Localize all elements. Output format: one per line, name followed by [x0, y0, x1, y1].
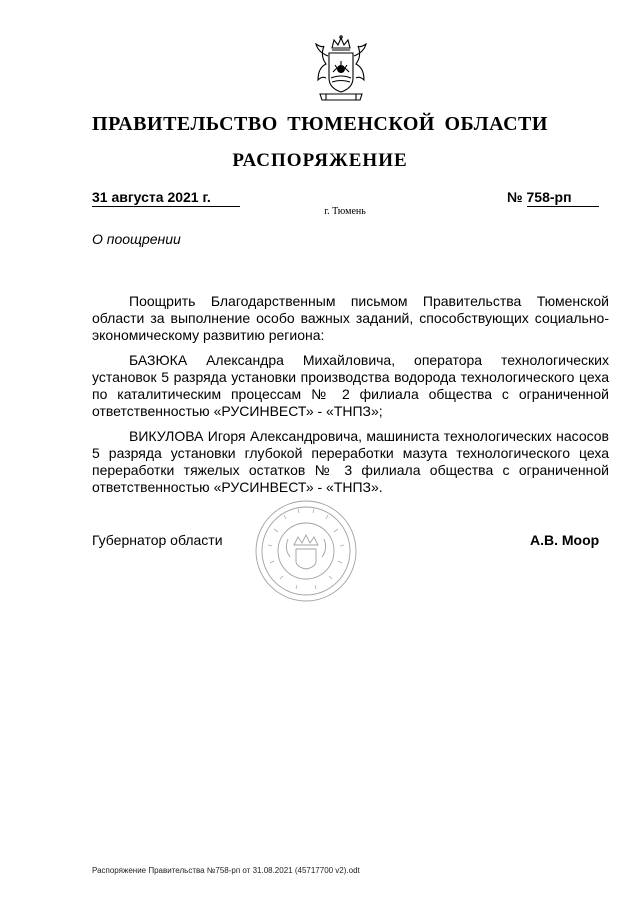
document-body	[92, 293, 609, 504]
coat-of-arms-icon	[304, 34, 378, 108]
document-city: г. Тюмень	[324, 206, 366, 217]
official-seal-icon	[254, 499, 358, 603]
body-paragraph-1: Поощрить Благодарственным письмом Правительства Тюменской области за выполнение особо важных заданий, способствующих социально-экономическому развитию региона:	[92, 293, 609, 343]
body-paragraph-2: БАЗЮКА Александра Михайловича, оператора технологических установок 5 разряда установки производства водорода технологического цеха по каталитическим процессам № 2 филиала общества с ограниченной ответственностью «РУСИНВЕСТ» - «ТНПЗ»;	[92, 352, 609, 419]
document-type: РАСПОРЯЖЕНИЕ	[232, 150, 408, 171]
body-paragraph-3: ВИКУЛОВА Игоря Александровича, машиниста технологических насосов 5 разряда установки глубокой переработки мазута технологического цеха переработки тяжелых остатков № 3 филиала общества с ограниченной ответственностью «РУСИНВЕСТ» - «ТНПЗ».	[92, 428, 609, 495]
document-number	[507, 189, 603, 207]
document-date: 31 августа 2021 г.	[92, 189, 240, 207]
government-title: ПРАВИТЕЛЬСТВО ТЮМЕНСКОЙ ОБЛАСТИ	[92, 113, 548, 135]
number-value: 758-рп	[527, 189, 599, 207]
signatory-name: А.В. Моор	[530, 532, 600, 548]
document-subject: О поощрении	[92, 231, 181, 247]
document-footer: Распоряжение Правительства №758-рп от 31.08.2021 (45717700 v2).odt	[92, 866, 360, 875]
number-prefix: №	[507, 189, 523, 205]
signatory-title: Губернатор области	[92, 532, 223, 548]
